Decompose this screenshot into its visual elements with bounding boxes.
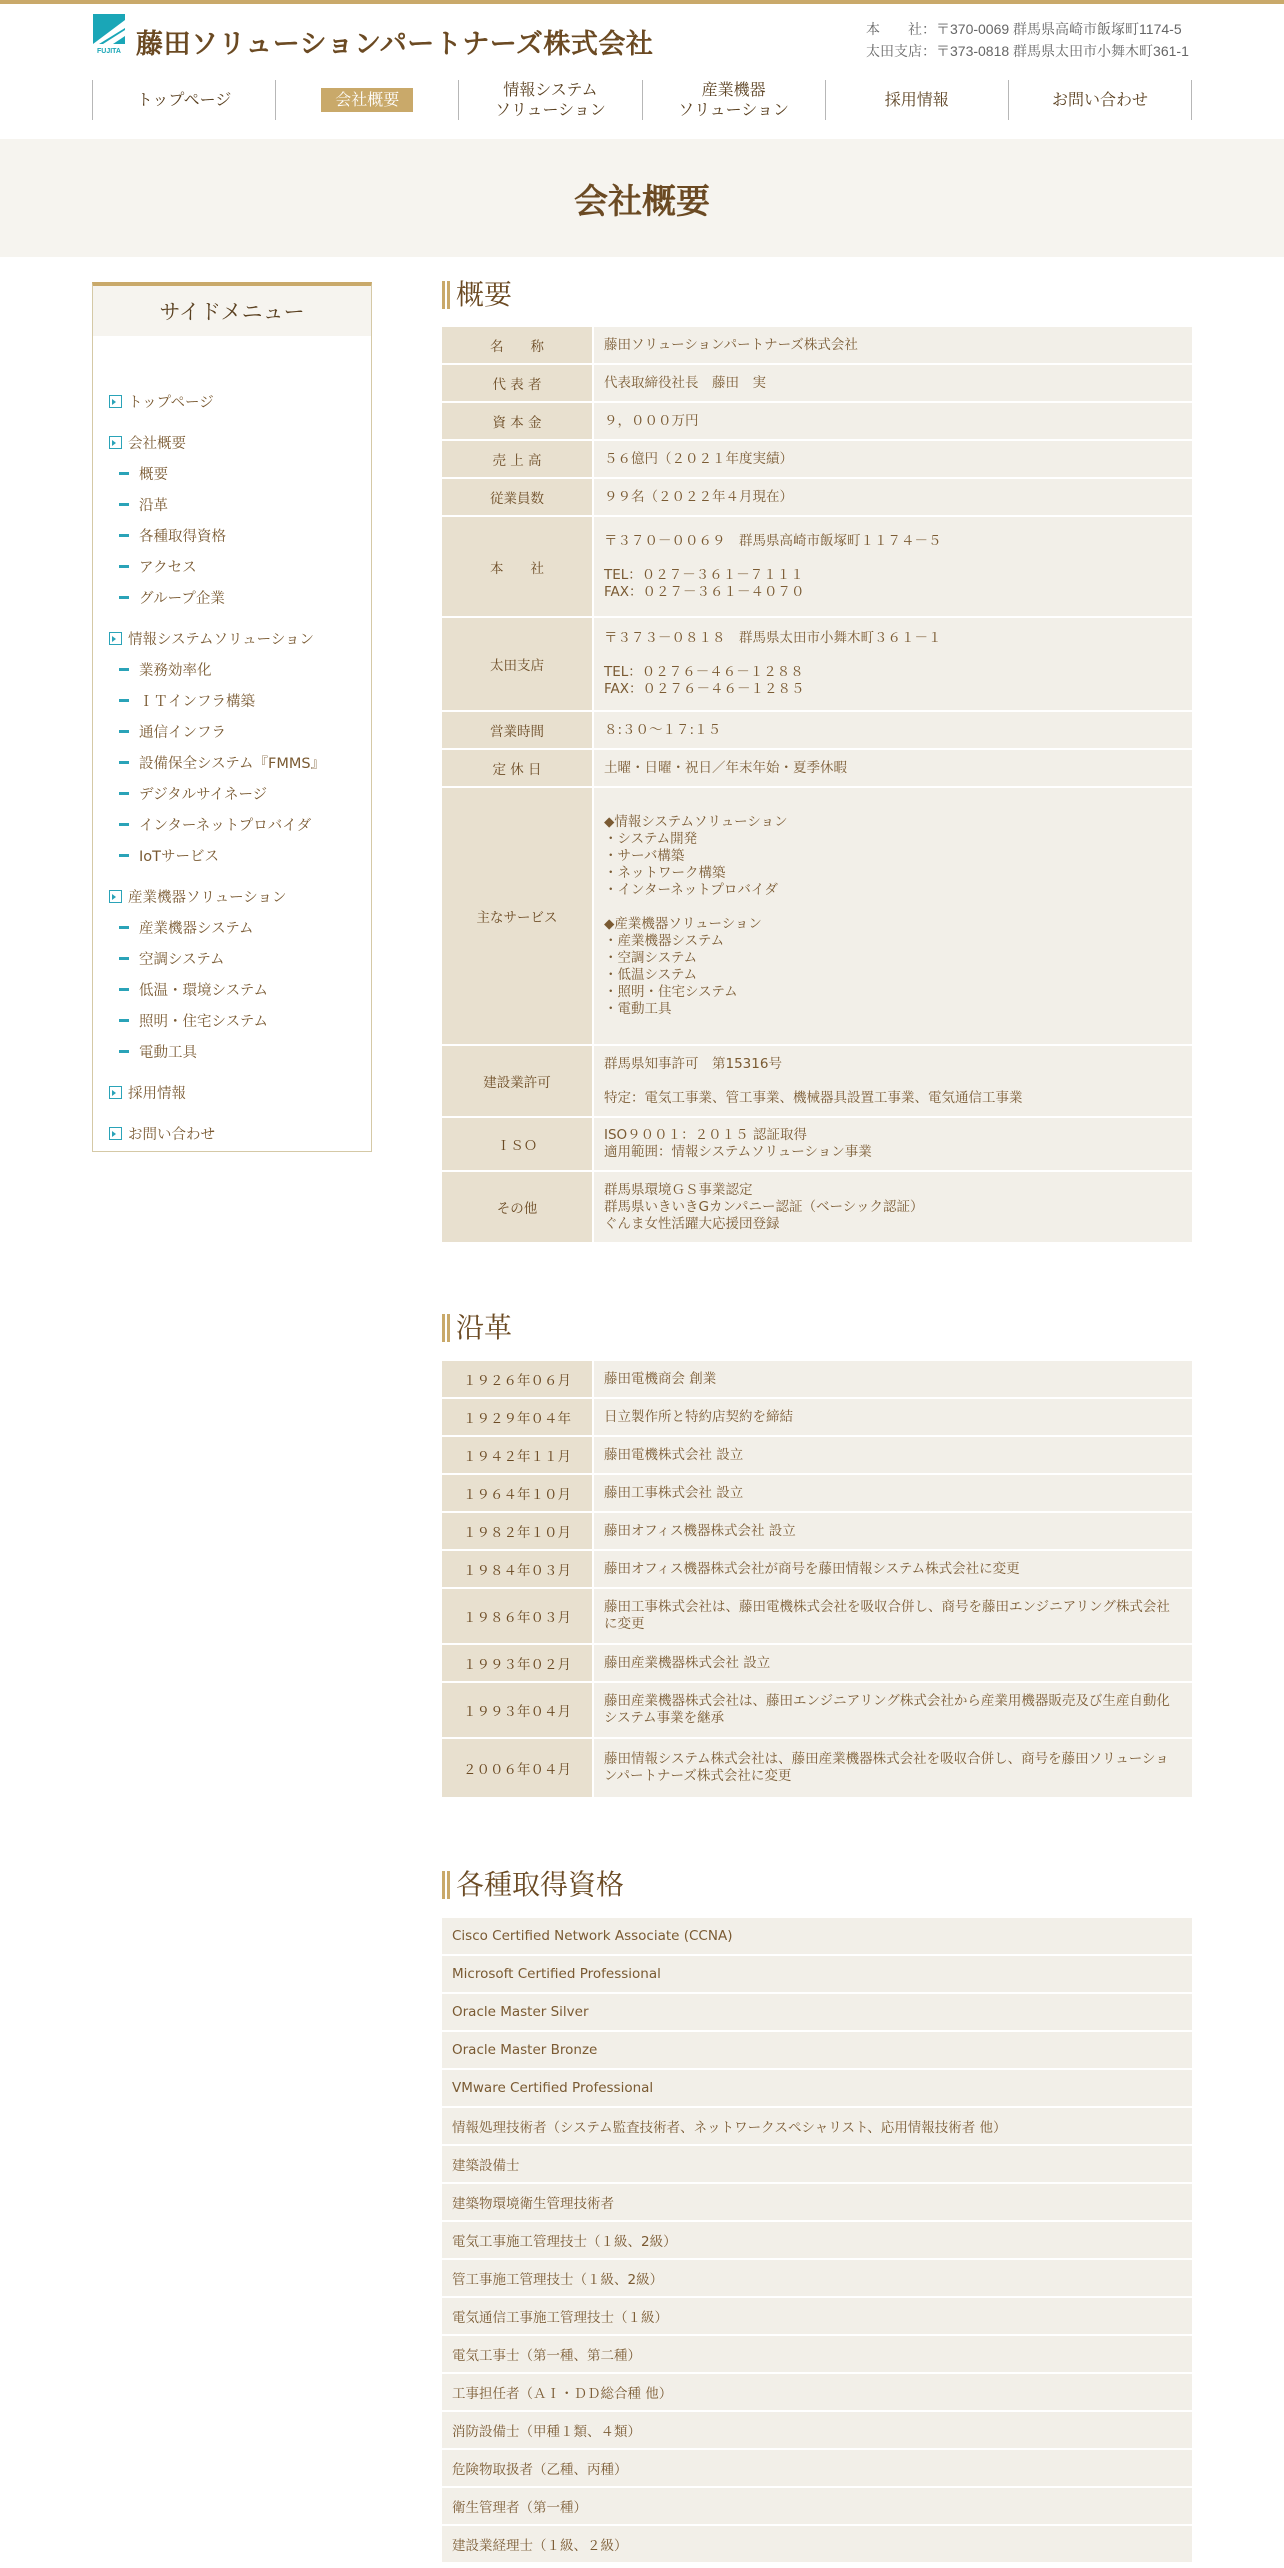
dash-icon — [119, 854, 129, 857]
nav-industrial-solution[interactable]: 産業機器 ソリューション — [643, 80, 826, 120]
company-logo-icon[interactable] — [93, 14, 125, 54]
row-label: 太田支店 — [442, 618, 592, 710]
qualifications-table — [442, 1916, 1192, 2564]
history-date: １９９３年０４月 — [442, 1683, 592, 1737]
table-row — [442, 2070, 1192, 2106]
table-row — [442, 1118, 1192, 1170]
qualification-item: Cisco Certified Network Associate (CCNA) — [442, 1918, 1192, 1954]
dash-icon — [119, 988, 129, 991]
sidebar-item-label: トップページ — [128, 395, 214, 411]
qualification-item: 衛生管理者（第一種） — [442, 2488, 1192, 2524]
history-date: １９２６年０６月 — [442, 1361, 592, 1397]
sidebar-item-industrial-solution[interactable] — [109, 886, 286, 907]
sidebar-item-qualifications[interactable] — [119, 525, 226, 546]
table-row — [442, 1399, 1192, 1435]
dash-icon — [119, 792, 129, 795]
sidebar-item-overview[interactable] — [119, 463, 168, 484]
qualification-item: 消防設備士（甲種１類、４類） — [442, 2412, 1192, 2448]
table-row — [442, 618, 1192, 710]
row-label: 主なサービス — [442, 788, 592, 1044]
sidebar-item-company[interactable] — [109, 432, 186, 453]
row-value: ８:３０～１７:１５ — [592, 712, 1192, 748]
table-row — [442, 1361, 1192, 1397]
sidebar-item-history[interactable] — [119, 494, 168, 515]
history-date: １９９３年０２月 — [442, 1645, 592, 1681]
sidebar-item-recruit[interactable] — [109, 1082, 186, 1103]
row-value: ◆情報システムソリューション ・システム開発 ・サーバ構築 ・ネットワーク構築 ・インターネットプロバイダ ◆産業機器ソリューション ・産業機器システム ・空調システム ・低温システム ・照明・住宅システム ・電動工具 — [592, 788, 1192, 1044]
qualification-item: Oracle Master Silver — [442, 1994, 1192, 2030]
logo-text: FUJITA — [97, 48, 121, 54]
qualification-item: 電気通信工事施工管理技士（１級） — [442, 2298, 1192, 2334]
nav-recruit[interactable]: 採用情報 — [826, 80, 1009, 120]
sidebar-item-label: 会社概要 — [128, 436, 186, 452]
qualification-item: 情報処理技術者（システム監査技術者、ネットワークスペシャリスト、応用情報技術者 他） — [442, 2108, 1192, 2144]
table-row — [442, 327, 1192, 363]
sidebar-item-lighting-housing[interactable] — [119, 1010, 268, 1031]
sidebar-item-contact[interactable] — [109, 1123, 215, 1144]
dash-icon — [119, 668, 129, 671]
history-event: 藤田情報システム株式会社は、藤田産業機器株式会社を吸収合併し、商号を藤田ソリューションパートナーズ株式会社に変更 — [592, 1739, 1192, 1797]
sidebar-item-label: 産業機器システム — [139, 921, 254, 937]
table-row — [442, 1475, 1192, 1511]
sidebar-item-label: 空調システム — [139, 952, 225, 968]
row-value: ５６億円（２０２１年度実績） — [592, 441, 1192, 477]
dash-icon — [119, 472, 129, 475]
qualification-item: 電気工事士（第一種、第二種） — [442, 2336, 1192, 2372]
sidebar-item-low-temp-env[interactable] — [119, 979, 268, 1000]
table-row — [442, 2184, 1192, 2220]
dash-icon — [119, 1019, 129, 1022]
history-event: 藤田オフィス機器株式会社が商号を藤田情報システム株式会社に変更 — [592, 1551, 1192, 1587]
qualification-item: 建築設備士 — [442, 2146, 1192, 2182]
table-row — [442, 2336, 1192, 2372]
dash-icon — [119, 761, 129, 764]
table-row — [442, 2146, 1192, 2182]
row-label: 従業員数 — [442, 479, 592, 515]
nav-it-solution[interactable]: 情報システム ソリューション — [459, 80, 642, 120]
row-value: ９９名（２０２２年４月現在） — [592, 479, 1192, 515]
sidebar-item-iot[interactable] — [119, 845, 219, 866]
sidebar-item-label: 産業機器ソリューション — [128, 890, 287, 906]
global-nav — [92, 80, 1192, 120]
history-date: １９８２年１０月 — [442, 1513, 592, 1549]
table-row — [442, 2412, 1192, 2448]
row-value: 〒３７０－００６９ 群馬県高崎市飯塚町１１７４－５ TEL：０２７－３６１－７１１１ FAX：０２７－３６１－４０７０ — [592, 517, 1192, 616]
qualification-item: Oracle Master Bronze — [442, 2032, 1192, 2068]
sidebar-item-label: 採用情報 — [128, 1086, 186, 1102]
table-row — [442, 403, 1192, 439]
row-label: 売 上 高 — [442, 441, 592, 477]
sidebar-item-top[interactable] — [109, 391, 214, 412]
sidebar-item-telecom-infra[interactable] — [119, 721, 226, 742]
qualification-item: 建築物環境衛生管理技術者 — [442, 2184, 1192, 2220]
sidebar-item-label: 各種取得資格 — [139, 529, 226, 545]
row-label: 代 表 者 — [442, 365, 592, 401]
dash-icon — [119, 699, 129, 702]
sidebar-item-label: ＩＴインフラ構築 — [139, 694, 255, 710]
sidebar-item-label: 設備保全システム『FMMS』 — [139, 756, 326, 772]
row-value: 〒３７３－０８１８ 群馬県太田市小舞木町３６１－１ TEL：０２７６－４６－１２８８ FAX：０２７６－４６－１２８５ — [592, 618, 1192, 710]
table-row — [442, 517, 1192, 616]
table-row — [442, 365, 1192, 401]
top-accent-line — [0, 0, 1284, 4]
table-row — [442, 1046, 1192, 1116]
sidebar-item-fmms[interactable] — [119, 752, 325, 773]
row-label: 名 称 — [442, 327, 592, 363]
nav-company[interactable]: 会社概要 — [276, 80, 459, 120]
row-value: 群馬県知事許可 第15316号 特定：電気工事業、管工事業、機械器具設置工事業、電気通信工事業 — [592, 1046, 1192, 1116]
table-row — [442, 1513, 1192, 1549]
table-row — [442, 712, 1192, 748]
company-name[interactable]: 藤田ソリューションパートナーズ株式会社 — [136, 29, 654, 60]
dash-icon — [119, 957, 129, 960]
table-row — [442, 1437, 1192, 1473]
dash-icon — [119, 503, 129, 506]
table-row — [442, 1589, 1192, 1643]
table-row — [442, 1551, 1192, 1587]
row-label: 建設業許可 — [442, 1046, 592, 1116]
history-date: １９８４年０３月 — [442, 1551, 592, 1587]
sidebar-item-efficiency[interactable] — [119, 659, 212, 680]
sidebar-item-label: 業務効率化 — [139, 663, 212, 679]
dash-icon — [119, 596, 129, 599]
row-label: 資 本 金 — [442, 403, 592, 439]
history-date: １９２９年０４年 — [442, 1399, 592, 1435]
address-main: 本 社：〒370-0069 群馬県高崎市飯塚町1174-5 — [866, 21, 1182, 37]
row-value: ９，０００万円 — [592, 403, 1192, 439]
sidebar-item-digital-signage[interactable] — [119, 783, 267, 804]
sidebar-item-label: デジタルサイネージ — [139, 787, 268, 803]
dash-icon — [119, 730, 129, 733]
history-event: 日立製作所と特約店契約を締結 — [592, 1399, 1192, 1435]
sidebar-item-label: 電動工具 — [139, 1045, 197, 1061]
table-row — [442, 2108, 1192, 2144]
side-menu — [92, 282, 372, 1152]
history-date: ２００６年０４月 — [442, 1739, 592, 1797]
address-branch: 太田支店：〒373-0818 群馬県太田市小舞木町361-1 — [866, 43, 1189, 59]
sidebar-item-label: 沿革 — [139, 498, 168, 514]
sidebar-item-label: インターネットプロバイダ — [139, 818, 312, 834]
sidebar-item-group[interactable] — [119, 587, 225, 608]
table-row — [442, 750, 1192, 786]
sidebar-item-industrial-system[interactable] — [119, 917, 254, 938]
table-row — [442, 441, 1192, 477]
row-value: ISO９００１：２０１５ 認証取得 適用範囲：情報システムソリューション事業 — [592, 1118, 1192, 1170]
row-label: その他 — [442, 1172, 592, 1242]
arrow-box-icon — [109, 395, 122, 408]
table-row — [442, 2450, 1192, 2486]
table-row — [442, 2374, 1192, 2410]
sidebar-item-label: グループ企業 — [139, 591, 225, 607]
history-event: 藤田電機商会 創業 — [592, 1361, 1192, 1397]
history-event: 藤田工事株式会社 設立 — [592, 1475, 1192, 1511]
table-row — [442, 1994, 1192, 2030]
sidebar-item-label: 通信インフラ — [139, 725, 226, 741]
history-date: １９８６年０３月 — [442, 1589, 592, 1643]
section-title-overview: 概要 — [442, 280, 512, 310]
sidebar-item-label: 低温・環境システム — [139, 983, 269, 999]
dash-icon — [119, 1050, 129, 1053]
arrow-box-icon — [109, 436, 122, 449]
history-event: 藤田工事株式会社は、藤田電機株式会社を吸収合併し、商号を藤田エンジニアリング株式会社に変更 — [592, 1589, 1192, 1643]
history-event: 藤田産業機器株式会社は、藤田エンジニアリング株式会社から産業用機器販売及び生産自動化システム事業を継承 — [592, 1683, 1192, 1737]
section-title-history: 沿革 — [442, 1313, 512, 1343]
table-row — [442, 1918, 1192, 1954]
qualification-item: 工事担任者（ＡＩ・ＤＤ総合種 他） — [442, 2374, 1192, 2410]
row-value: 藤田ソリューションパートナーズ株式会社 — [592, 327, 1192, 363]
table-row — [442, 2032, 1192, 2068]
row-label: 本 社 — [442, 517, 592, 616]
table-row — [442, 2298, 1192, 2334]
arrow-box-icon — [109, 632, 122, 645]
sidebar-item-isp[interactable] — [119, 814, 311, 835]
table-row — [442, 1172, 1192, 1242]
row-value: 代表取締役社長 藤田 実 — [592, 365, 1192, 401]
dash-icon — [119, 534, 129, 537]
history-date: １９４２年１１月 — [442, 1437, 592, 1473]
sidebar-item-label: IoTサービス — [139, 849, 220, 865]
row-label: 定 休 日 — [442, 750, 592, 786]
table-row — [442, 2260, 1192, 2296]
qualification-item: Microsoft Certified Professional — [442, 1956, 1192, 1992]
sidebar-item-air-conditioning[interactable] — [119, 948, 225, 969]
history-event: 藤田オフィス機器株式会社 設立 — [592, 1513, 1192, 1549]
history-event: 藤田産業機器株式会社 設立 — [592, 1645, 1192, 1681]
table-row — [442, 479, 1192, 515]
qualification-item: 危険物取扱者（乙種、丙種） — [442, 2450, 1192, 2486]
row-value: 群馬県環境ＧＳ事業認定 群馬県いきいきGカンパニー認証（ベーシック認証） ぐんま女性活躍大応援団登録 — [592, 1172, 1192, 1242]
table-row — [442, 1683, 1192, 1737]
dash-icon — [119, 926, 129, 929]
qualification-item: VMware Certified Professional — [442, 2070, 1192, 2106]
sidebar-item-label: アクセス — [139, 560, 197, 576]
sidebar-item-label: お問い合わせ — [128, 1127, 215, 1143]
qualification-item: 管工事施工管理技士（１級、2級） — [442, 2260, 1192, 2296]
sidebar-item-label: 照明・住宅システム — [139, 1014, 269, 1030]
history-date: １９６４年１０月 — [442, 1475, 592, 1511]
table-row — [442, 2222, 1192, 2258]
qualification-item: 電気工事施工管理技士（１級、2級） — [442, 2222, 1192, 2258]
side-menu-title: サイドメニュー — [93, 286, 371, 336]
arrow-box-icon — [109, 1086, 122, 1099]
sidebar-item-power-tools[interactable] — [119, 1041, 197, 1062]
nav-contact[interactable]: お問い合わせ — [1009, 80, 1192, 120]
table-row — [442, 1739, 1192, 1797]
section-title-qualifications: 各種取得資格 — [442, 1870, 624, 1900]
qualification-item: 建設業経理士（１級、２級） — [442, 2526, 1192, 2562]
row-label: 営業時間 — [442, 712, 592, 748]
arrow-box-icon — [109, 1127, 122, 1140]
dash-icon — [119, 823, 129, 826]
row-value: 土曜・日曜・祝日／年末年始・夏季休暇 — [592, 750, 1192, 786]
sidebar-item-label: 情報システムソリューション — [128, 632, 315, 648]
history-event: 藤田電機株式会社 設立 — [592, 1437, 1192, 1473]
sidebar-item-it-infra[interactable] — [119, 690, 255, 711]
table-row — [442, 1956, 1192, 1992]
table-row — [442, 2488, 1192, 2524]
history-table — [442, 1359, 1192, 1799]
table-row — [442, 788, 1192, 1044]
table-row — [442, 2526, 1192, 2562]
overview-table — [442, 325, 1192, 1244]
sidebar-item-label: 概要 — [139, 467, 168, 483]
dash-icon — [119, 565, 129, 568]
row-label: ＩＳＯ — [442, 1118, 592, 1170]
page-title: 会社概要 — [574, 182, 710, 222]
arrow-box-icon — [109, 890, 122, 903]
sidebar-item-it-solution[interactable] — [109, 628, 314, 649]
nav-top[interactable]: トップページ — [93, 80, 276, 120]
sidebar-item-access[interactable] — [119, 556, 197, 577]
table-row — [442, 1645, 1192, 1681]
